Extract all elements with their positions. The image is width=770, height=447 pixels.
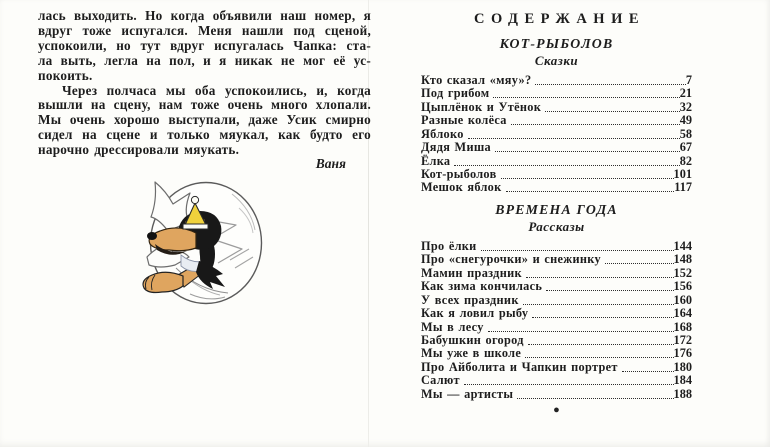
toc-entry [421,168,692,181]
toc-entry-dot-leader [526,277,674,278]
toc-entry-dot-leader [523,304,674,305]
toc-entry-page-number: 21 [679,86,692,101]
toc-section [421,202,692,401]
toc-entry-page-number: 188 [673,386,692,401]
toc-entry [421,280,692,293]
toc-entry-page-number: 7 [685,72,692,87]
toc-title: СОДЕРЖАНИЕ [473,11,646,27]
toc-entry [421,240,692,253]
toc-entry-dot-leader [468,138,680,139]
toc-entry-dot-leader [622,371,674,372]
toc-section-subheading: Сказки [534,53,579,68]
toc-entry [421,155,692,168]
toc-entry-page-number: 152 [673,265,692,280]
toc-entry-title: Про «снегурочки» и снежинку [421,252,601,267]
toc-entry-page-number: 49 [679,113,692,128]
toc-entry-dot-leader [511,124,680,125]
toc-entry-title: Яблоко [421,126,464,141]
story-line: лась выходить. Но когда объявили наш номер, я [38,8,371,23]
toc-entry-page-number: 101 [673,167,692,182]
toc-entry-page-number: 67 [679,140,692,155]
toc-entry-dot-leader [493,97,679,98]
toc-entry-title: Кто сказал «мяу»? [421,72,532,87]
toc-entry [421,321,692,334]
toc-entry-title: Разные колёса [421,113,507,128]
toc-entry-page-number: 160 [673,292,692,307]
toc-entry [421,182,692,195]
toc-entry [421,128,692,141]
toc-entry-title: Дядя Миша [421,140,491,155]
story-line: ла выть, легла на пол, и я никак не мог её ус- [38,52,371,68]
toc-entry-title: Как зима кончилась [421,279,543,294]
toc-entry-dot-leader [605,263,674,264]
toc-entry [421,388,692,401]
toc-entries [421,74,692,195]
story-line: сидел на сцене и только мяукал, как будто его [38,127,371,143]
toc-entry [421,334,692,347]
toc-entry-page-number: 176 [673,346,692,361]
toc-entry-dot-leader [545,111,680,112]
toc-entry-dot-leader [481,250,674,251]
toc-entry-dot-leader [535,84,685,85]
toc-entry [421,74,692,87]
toc-section-subheading: Рассказы [528,218,585,234]
toc-entry-dot-leader [528,344,674,345]
toc-entry [421,114,692,127]
story-line: Через полчаса мы оба успокоились, и, когда [62,82,371,98]
toc-entry-dot-leader [495,151,680,152]
toc-entry-title: Цыплёнок и Утёнок [421,99,542,114]
toc-entry-dot-leader [488,331,674,332]
toc-entry-title: Салют [421,373,460,388]
table-of-contents [421,11,692,416]
story-line: успокоили, но тут вдруг испугалась Чапка: ста- [38,37,371,53]
toc-entry-page-number: 168 [673,319,692,334]
toc-entry-title: Мы в лесу [421,319,484,334]
toc-entry-title: Про Айболита и Чапкин портрет [421,359,618,374]
toc-entry [421,267,692,280]
toc-entry [421,294,692,307]
toc-sections [421,36,692,401]
end-mark-dot: ● [553,404,560,417]
toc-entry-title: Про ёлки [421,238,477,253]
toc-entry [421,347,692,360]
story-signature: Ваня [315,156,346,171]
story-line: Мы очень хорошо выступали, даже Усик смирно [38,112,371,128]
toc-entry-page-number: 156 [673,279,692,294]
toc-entry-title: Мамин праздник [421,265,522,280]
toc-entry-dot-leader [525,357,673,358]
toc-entry [421,253,692,266]
story-line: вдруг тоже испугался. Меня нашли под сценой, [38,22,371,38]
toc-entry-page-number: 184 [673,373,692,388]
toc-section [421,36,692,195]
toc-entry-dot-leader [501,178,674,179]
toc-entry-page-number: 148 [673,252,692,267]
toc-entry-dot-leader [506,191,675,192]
story-line: покоить. [38,67,93,83]
toc-entry-title: Мы — артисты [421,386,514,401]
toc-entry-page-number: 144 [673,238,692,253]
toc-entry-title: У всех праздник [421,292,519,307]
toc-entry-dot-leader [464,384,674,385]
toc-entry [421,101,692,114]
toc-entry-title: Ёлка [421,153,451,168]
toc-entry-page-number: 58 [679,126,692,141]
toc-entry [421,307,692,320]
toc-section-heading: КОТ-РЫБОЛОВ [499,36,614,51]
toc-entry [421,374,692,387]
toc-entry-title: Кот-рыболов [421,167,497,182]
toc-entry [421,141,692,154]
toc-entry-dot-leader [546,290,673,291]
toc-entry-page-number: 82 [679,153,692,168]
toc-entry-page-number: 180 [673,359,692,374]
toc-entry-page-number: 172 [673,332,692,347]
toc-entry-title: Мы уже в школе [421,346,522,361]
toc-entry-page-number: 164 [673,306,692,321]
toc-entry-title: Как я ловил рыбу [421,306,529,321]
toc-entries [421,240,692,401]
toc-entry-page-number: 117 [674,180,692,195]
toc-entry [421,87,692,100]
toc-entry-title: Мешок яблок [421,180,502,195]
toc-entry-dot-leader [454,165,679,166]
toc-entry-dot-leader [532,317,673,318]
story-line: нарочно дрессировали мяукать. [38,142,240,158]
toc-section-heading: ВРЕМЕНА ГОДА [495,201,618,217]
story-text [38,9,371,158]
story-line: вышли на сцену, нам тоже очень много хлопали. [38,97,371,113]
toc-entry-title: Под грибом [421,86,490,101]
toc-entry-dot-leader [517,398,673,399]
toc-entry-title: Бабушкин огород [421,332,524,347]
dog-illustration [138,178,264,310]
toc-entry [421,361,692,374]
toc-entry-page-number: 32 [679,99,692,114]
